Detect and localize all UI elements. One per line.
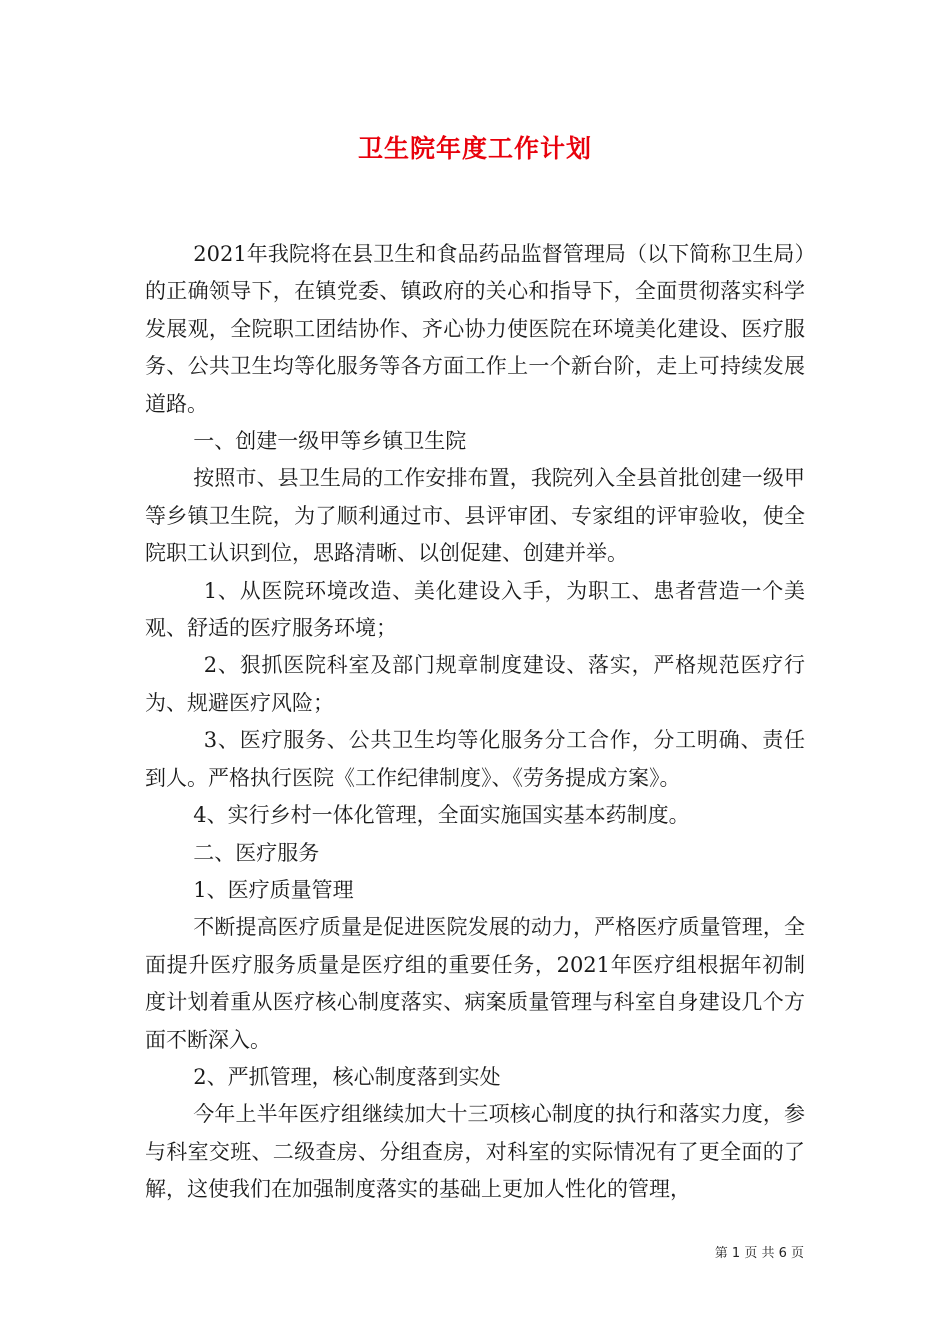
page-indicator: 第 1 页 共 6 页 xyxy=(714,1246,804,1261)
section-heading-1: 一、创建一级甲等乡镇卫生院 xyxy=(193,429,467,454)
paragraph: 按照市、县卫生局的工作安排布置，我院列入全县首批创建一级甲等乡镇卫生院，为了顺利通过市、县评审团、专家组的评审验收，使全院职工认识到位，思路清晰、以创促建、创建并举。 xyxy=(145,466,805,566)
list-item: 3、医疗服务、公共卫生均等化服务分工合作，分工明确、责任到人。严格执行医院《工作纪律制度》、《劳务提成方案》。 xyxy=(145,728,805,790)
section-heading-2: 二、医疗服务 xyxy=(193,840,320,865)
document-title: 卫生院年度工作计划 xyxy=(357,134,592,163)
document-body xyxy=(145,236,805,1209)
subsection-heading: 2、严抓管理，核心制度落到实处 xyxy=(193,1064,501,1089)
paragraph: 不断提高医疗质量是促进医院发展的动力，严格医疗质量管理，全面提升医疗服务质量是医疗组的重要任务，2021年医疗组根据年初制度计划着重从医疗核心制度落实、病案质量管理与科室自身建设几个方面不断深入。 xyxy=(145,915,805,1052)
subsection-heading: 1、医疗质量管理 xyxy=(193,877,354,902)
list-item: 1、从医院环境改造、美化建设入手，为职工、患者营造一个美观、舒适的医疗服务环境； xyxy=(145,578,805,641)
paragraph: 今年上半年医疗组继续加大十三项核心制度的执行和落实力度，参与科室交班、二级查房、分组查房，对科室的实际情况有了更全面的了解，这使我们在加强制度落实的基础上更加人性化的管理， xyxy=(145,1102,805,1202)
list-item: 4、实行乡村一体化管理，全面实施国实基本药制度。 xyxy=(193,803,690,828)
paragraph-intro: 2021年我院将在县卫生和食品药品监督管理局（以下简称卫生局）的正确领导下，在镇党委、镇政府的关心和指导下，全面贯彻落实科学发展观，全院职工团结协作、齐心协力使医院在环境美化建设、医疗服务、公共卫生均等化服务等各方面工作上一个新台阶，走上可持续发展道路。 xyxy=(145,242,805,416)
list-item: 2、狠抓医院科室及部门规章制度建设、落实，严格规范医疗行为、规避医疗风险； xyxy=(145,653,805,715)
